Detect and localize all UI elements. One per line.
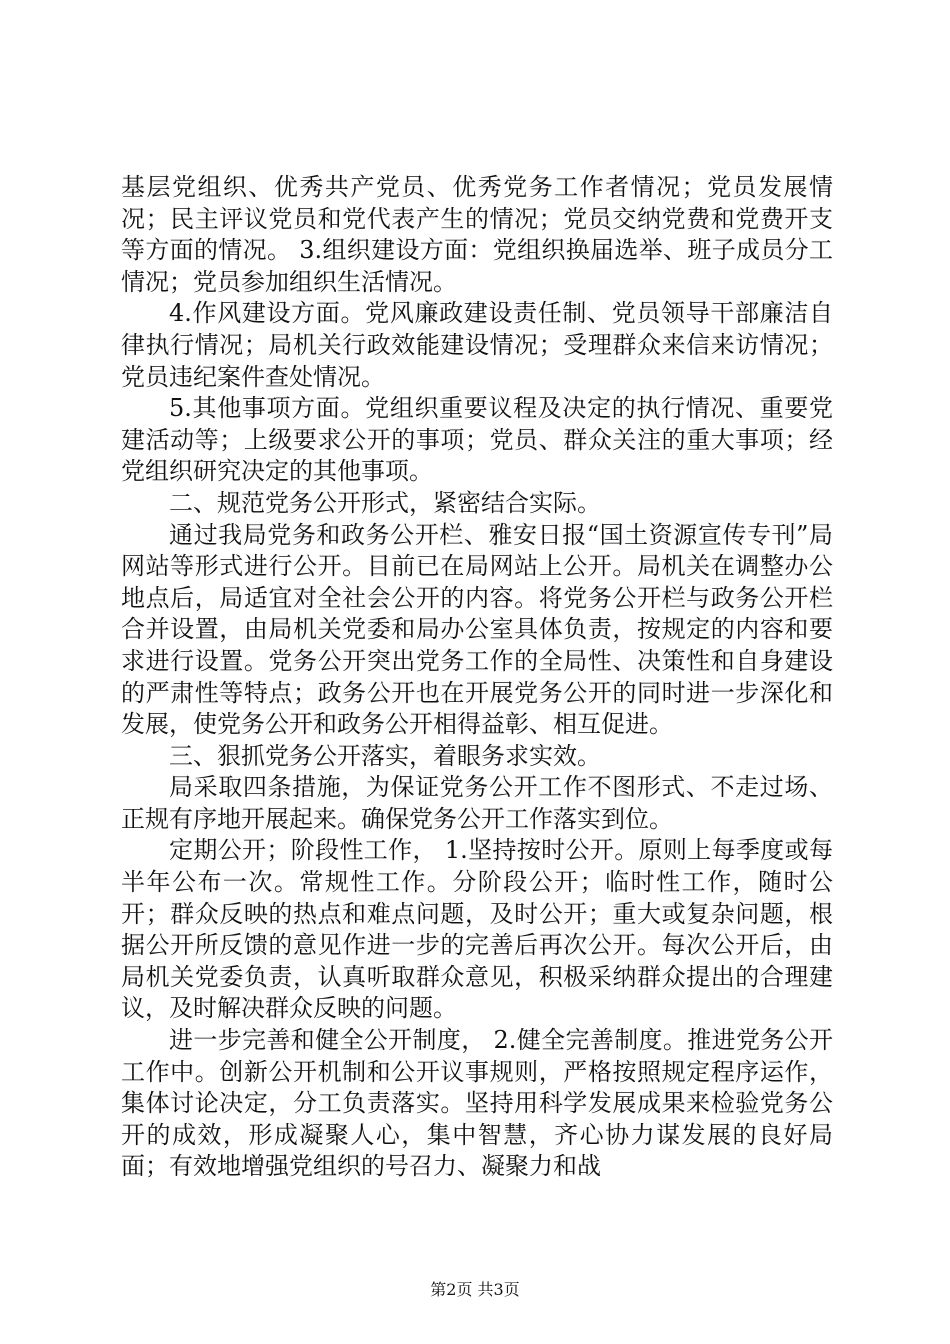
- paragraph-1: 基层党组织、优秀共产党员、优秀党务工作者情况；党员发展情况；民主评议党员和党代表产生的情况；党员交纳党费和党费开支等方面的情况。 3.组织建设方面：党组织换届选举、班子成员分工情况；党员参加组织生活情况。: [121, 173, 833, 296]
- page-footer: [0, 1277, 950, 1300]
- section-heading-2: 二、规范党务公开形式，紧密结合实际。: [169, 488, 601, 517]
- paragraph-8: 定期公开；阶段性工作， 1.坚持按时公开。原则上每季度或每半年公布一次。常规性工作。分阶段公开；临时性工作，随时公开；群众反映的热点和难点问题，及时公开；重大或复杂问题，根据公开所反馈的意见作进一步的完善后再次公开。每次公开后，由局机关党委负责，认真听取群众意见，积极采纳群众提出的合理建议，及时解决群众反映的问题。: [121, 836, 833, 1023]
- paragraph-5: 通过我局党务和政务公开栏、雅安日报“国土资源宣传专刊”局网站等形式进行公开。目前已在局网站上公开。局机关在调整办公地点后，局适宜对全社会公开的内容。将党务公开栏与政务公开栏合并设置，由局机关党委和局办公室具体负责，按规定的内容和要求进行设置。党务公开突出党务工作的全局性、决策性和自身建设的严肃性等特点；政务公开也在开展党务公开的同时进一步深化和发展，使党务公开和政务公开相得益彰、相互促进。: [121, 520, 833, 739]
- paragraph-7: 局采取四条措施，为保证党务公开工作不图形式、不走过场、正规有序地开展起来。确保党务公开工作落实到位。: [121, 773, 833, 833]
- page-number: 第2页 共3页: [430, 1280, 520, 1299]
- document-body: [121, 172, 833, 1183]
- paragraph-2: 4.作风建设方面。党风廉政建设责任制、党员领导干部廉洁自律执行情况；局机关行政效能建设情况；受理群众来信来访情况；党员违纪案件查处情况。: [121, 299, 833, 391]
- paragraph-9: 进一步完善和健全公开制度， 2.健全完善制度。推进党务公开工作中。创新公开机制和公开议事规则，严格按照规定程序运作，集体讨论决定，分工负责落实。坚持用科学发展成果来检验党务公开的成效，形成凝聚人心，集中智慧，齐心协力谋发展的良好局面；有效地增强党组织的号召力、凝聚力和战: [121, 1026, 833, 1181]
- section-heading-3: 三、狠抓党务公开落实，着眼务求实效。: [169, 741, 601, 770]
- paragraph-3: 5.其他事项方面。党组织重要议程及决定的执行情况、重要党建活动等；上级要求公开的事项；党员、群众关注的重大事项；经党组织研究决定的其他事项。: [121, 394, 833, 486]
